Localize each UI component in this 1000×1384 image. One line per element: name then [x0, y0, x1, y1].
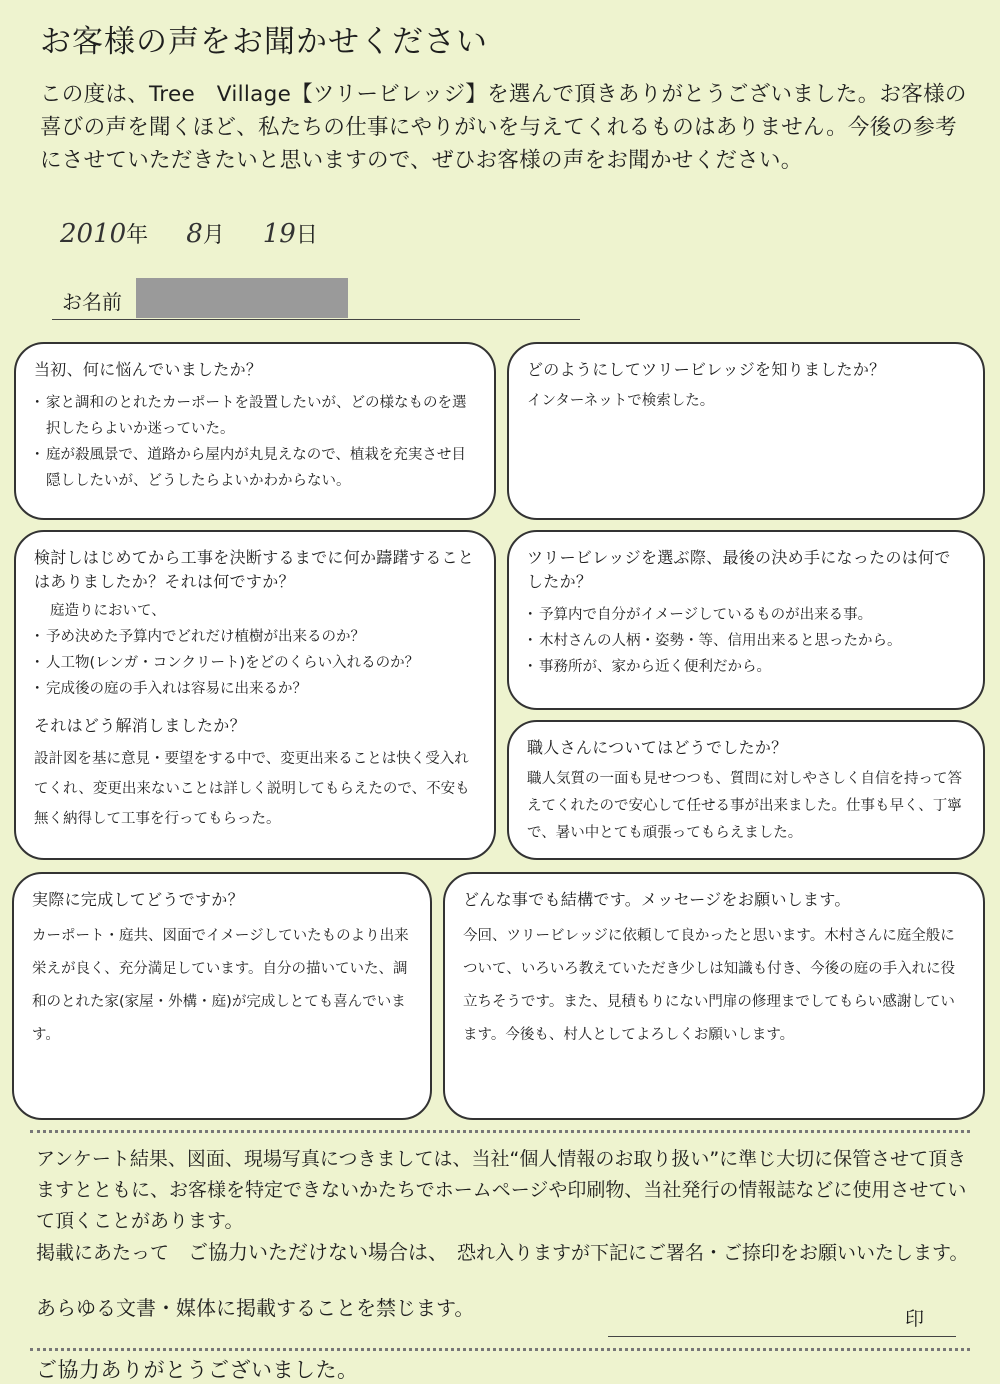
q3-question: 検討しはじめてから工事を決断するまでに何か躊躇することはありましたか？それは何ですか？: [34, 548, 475, 591]
list-item: ・ 予算内で自分がイメージしているものが出来る事。: [527, 602, 965, 628]
q4-question: ツリービレッジを選ぶ際、最後の決め手になったのは何でしたか？: [527, 548, 951, 591]
seal-mark: 印: [905, 1308, 925, 1330]
date-month-label: 月: [202, 223, 225, 248]
question-box-concerns: [14, 342, 496, 520]
question-box-deciding-factor: [507, 530, 985, 710]
dotted-divider: [30, 1130, 970, 1133]
q3-answer2: 設計図を基に意見・要望をする中で、変更出来ることは快く受入れてくれ、変更出来ないことは詳しく説明してもらえたので、不安も無く納得して工事を行ってもらった。: [34, 751, 470, 827]
name-redaction: [136, 278, 348, 318]
q3-lead: 庭造りにおいて、: [50, 603, 166, 619]
question-box-message: [443, 872, 985, 1120]
date-row: [60, 218, 318, 249]
q6-answer: カーポート・庭共、図面でイメージしていたものより出来栄えが良く、充分満足しています。自分の描いていた、調和のとれた家(家屋・外構・庭)が完成しとても喜んでいます。: [32, 928, 409, 1043]
date-day: 19: [262, 219, 296, 249]
prohibit-text: あらゆる文書・媒体に掲載することを禁じます。: [36, 1296, 475, 1320]
date-year-label: 年: [126, 223, 149, 248]
notice-text1: アンケート結果、図面、現場写真につきましては、当社“個人情報のお取り扱い”に準じ大切に保管させて頂きますとともに、お客様を特定できないかたちでホームページや印刷物、当社発行の情報誌などに使用させていて頂くことがあります。: [36, 1148, 967, 1232]
name-label: お名前: [62, 290, 122, 314]
dotted-divider-bottom: [30, 1348, 970, 1351]
privacy-notice: [36, 1144, 971, 1269]
list-item: ・ 人工物(レンガ・コンクリート)をどのくらい入れるのか？: [34, 650, 476, 676]
name-underline: [52, 319, 580, 320]
question-box-craftsmen: [507, 720, 985, 860]
q1-question: 当初、何に悩んでいましたか？: [34, 360, 263, 379]
question-box-discovery: [507, 342, 985, 520]
intro-text: この度は、Tree Village【ツリービレッジ】を選んで頂きありがとうございました。お客様の喜びの声を聞くほど、私たちの仕事にやりがいを与えてくれるものはありません。今後の参考にさせていただきたいと思いますので、ぜひお客様の声をお聞かせください。: [40, 82, 967, 173]
q3-list: [34, 624, 476, 702]
list-item: ・ 事務所が、家から近く便利だから。: [527, 654, 965, 680]
q5-question: 職人さんについてはどうでしたか？: [527, 738, 788, 757]
q2-question: どのようにしてツリービレッジを知りましたか？: [527, 360, 886, 379]
q1-list: [34, 390, 476, 494]
page-title: お客様の声をお聞かせください: [40, 24, 488, 60]
date-month: 8: [186, 219, 203, 249]
signature-line[interactable]: [608, 1336, 956, 1337]
thanks-text: ご協力ありがとうございました。: [36, 1358, 359, 1382]
list-item: ・ 予め決めた予算内でどれだけ植樹が出来るのか？: [34, 624, 476, 650]
notice-text2b: ご協力いただけない場合は、: [188, 1240, 439, 1264]
list-item: ・ 庭が殺風景で、道路から屋内が丸見えなので、植栽を充実させ目隠ししたいが、どうしたらよいかわからない。: [34, 442, 476, 494]
question-box-result: [12, 872, 432, 1120]
list-item: ・ 家と調和のとれたカーポートを設置したいが、どの様なものを選択したらよいか迷っていた。: [34, 390, 476, 442]
notice-text2a: 掲載にあたって: [36, 1242, 170, 1264]
date-day-label: 日: [295, 223, 318, 248]
q6-question: 実際に完成してどうですか？: [32, 890, 244, 909]
q5-answer: 職人気質の一面も見せつつも、質問に対しやさしく自信を持って答えてくれたので安心して任せる事が出来ました。仕事も早く、丁寧で、暑い中とても頑張ってもらえました。: [527, 771, 962, 841]
q3-question2: それはどう解消しましたか？: [34, 716, 246, 735]
q2-answer: インターネットで検索した。: [527, 393, 715, 409]
question-box-hesitation: [14, 530, 496, 860]
date-year: 2010: [60, 219, 127, 249]
q7-question: どんな事でも結構です。メッセージをお願いします。: [463, 890, 851, 909]
q7-answer: 今回、ツリービレッジに依頼して良かったと思います。木村さんに庭全般について、いろいろ教えていただき少しは知識も付き、今後の庭の手入れに役立ちそうです。また、見積もりにない門扉の修理までしてもらい感謝しています。今後も、村人としてよろしくお願いします。: [463, 928, 956, 1043]
notice-text2c: 恐れ入りますが下記にご署名・ご捺印をお願いいたします。: [457, 1242, 969, 1264]
q4-list: [527, 602, 965, 680]
list-item: ・ 完成後の庭の手入れは容易に出来るか？: [34, 676, 476, 702]
list-item: ・ 木村さんの人柄・姿勢・等、信用出来ると思ったから。: [527, 628, 965, 654]
